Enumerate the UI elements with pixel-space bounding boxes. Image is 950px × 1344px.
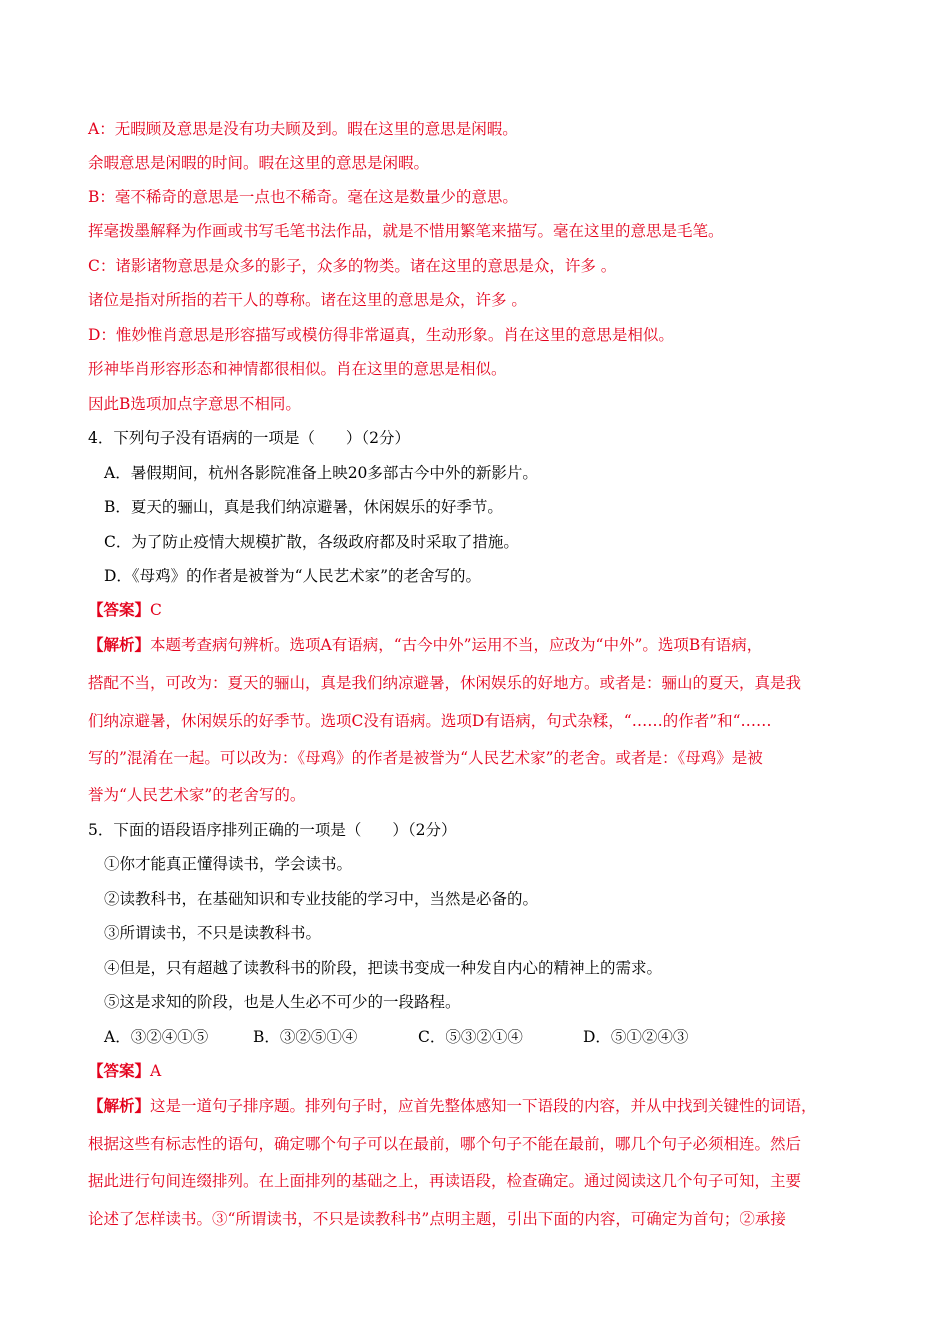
- question-5-choice-d: D．⑤①②④③: [583, 1028, 689, 1046]
- question-4-option-b: B．夏天的骊山，真是我们纳凉避暑，休闲娱乐的好季节。: [104, 498, 503, 516]
- question-4-option-a: A．暑假期间，杭州各影院准备上映20多部古今中外的新影片。: [104, 464, 538, 482]
- analysis-line: 根据这些有标志性的语句，确定哪个句子可以在最前，哪个句子不能在最前，哪几个句子必须相连。然后: [88, 1135, 802, 1153]
- analysis-line: 本题考查病句辨析。选项A有语病，“古今中外”运用不当，应改为“中外”。选项B有语病，: [150, 636, 763, 654]
- analysis-line: 这是一道句子排序题。排列句子时，应首先整体感知一下语段的内容，并从中找到关键性的词语，: [150, 1097, 817, 1115]
- answer-value: C: [150, 601, 162, 619]
- answer-label: 【答案】: [88, 600, 151, 619]
- question-4-analysis: [88, 635, 762, 655]
- explanation-line: D：惟妙惟肖意思是形容描写或模仿得非常逼真，生动形象。肖在这里的意思是相似。: [88, 326, 674, 344]
- question-5-stem: 5．下面的语段语序排列正确的一项是（ ）（2分）: [88, 821, 457, 839]
- question-5-sentence: ④但是，只有超越了读教科书的阶段，把读书变成一种发自内心的精神上的需求。: [104, 959, 663, 977]
- explanation-line: 余暇意思是闲暇的时间。暇在这里的意思是闲暇。: [88, 154, 430, 172]
- question-4-option-c: C．为了防止疫情大规模扩散，各级政府都及时采取了措施。: [104, 533, 519, 551]
- question-4-stem: 4．下列句子没有语病的一项是（ ）（2分）: [88, 429, 410, 447]
- analysis-line: 们纳凉避暑，休闲娱乐的好季节。选项C没有语病。选项D有语病，句式杂糅，“……的作者”和“……: [88, 712, 772, 730]
- question-5-sentence: ③所谓读书，不只是读教科书。: [104, 924, 322, 942]
- answer-value: A: [150, 1062, 162, 1080]
- explanation-line: A：无暇顾及意思是没有功夫顾及到。暇在这里的意思是闲暇。: [88, 120, 518, 138]
- analysis-line: 誉为“人民艺术家”的老舍写的。: [88, 786, 306, 804]
- analysis-label: 【解析】: [88, 635, 151, 654]
- analysis-line: 搭配不当，可改为：夏天的骊山，真是我们纳凉避暑，休闲娱乐的好地方。或者是：骊山的夏天，真是我: [88, 674, 802, 692]
- explanation-line: B：毫不稀奇的意思是一点也不稀奇。毫在这是数量少的意思。: [88, 188, 518, 206]
- explanation-line: 诸位是指对所指的若干人的尊称。诸在这里的意思是众，许多 。: [88, 291, 527, 309]
- question-5-choice-c: C．⑤③②①④: [418, 1028, 523, 1046]
- question-4-option-d: D．《母鸡》的作者是被誉为“人民艺术家”的老舍写的。: [104, 567, 482, 585]
- analysis-line: 写的”混淆在一起。可以改为：《母鸡》的作者是被誉为“人民艺术家”的老舍。或者是：《母鸡》是被: [88, 749, 763, 767]
- question-5-answer: [88, 1061, 161, 1081]
- explanation-line: C：诸影诸物意思是众多的影子，众多的物类。诸在这里的意思是众，许多 。: [88, 257, 617, 275]
- analysis-line: 论述了怎样读书。③“所谓读书，不只是读教科书”点明主题，引出下面的内容，可确定为首句；②承接: [88, 1210, 786, 1228]
- analysis-label: 【解析】: [88, 1096, 151, 1115]
- question-5-choice-a: A．③②④①⑤: [104, 1028, 209, 1046]
- question-5-sentence: ⑤这是求知的阶段，也是人生必不可少的一段路程。: [104, 993, 461, 1011]
- question-5-choice-b: B．③②⑤①④: [253, 1028, 358, 1046]
- answer-label: 【答案】: [88, 1061, 151, 1080]
- analysis-line: 据此进行句间连缀排列。在上面排列的基础之上，再读语段，检查确定。通过阅读这几个句子可知，主要: [88, 1172, 802, 1190]
- explanation-line: 形神毕肖形容形态和神情都很相似。肖在这里的意思是相似。: [88, 360, 507, 378]
- explanation-line: 因此B选项加点字意思不相同。: [88, 395, 301, 413]
- question-5-sentence: ②读教科书，在基础知识和专业技能的学习中，当然是必备的。: [104, 890, 539, 908]
- question-4-answer: [88, 600, 162, 620]
- question-5-sentence: ①你才能真正懂得读书，学会读书。: [104, 855, 353, 873]
- question-5-analysis: [88, 1096, 817, 1116]
- explanation-line: 挥毫拨墨解释为作画或书写毛笔书法作品，就是不惜用繁笔来描写。毫在这里的意思是毛笔。: [88, 222, 724, 240]
